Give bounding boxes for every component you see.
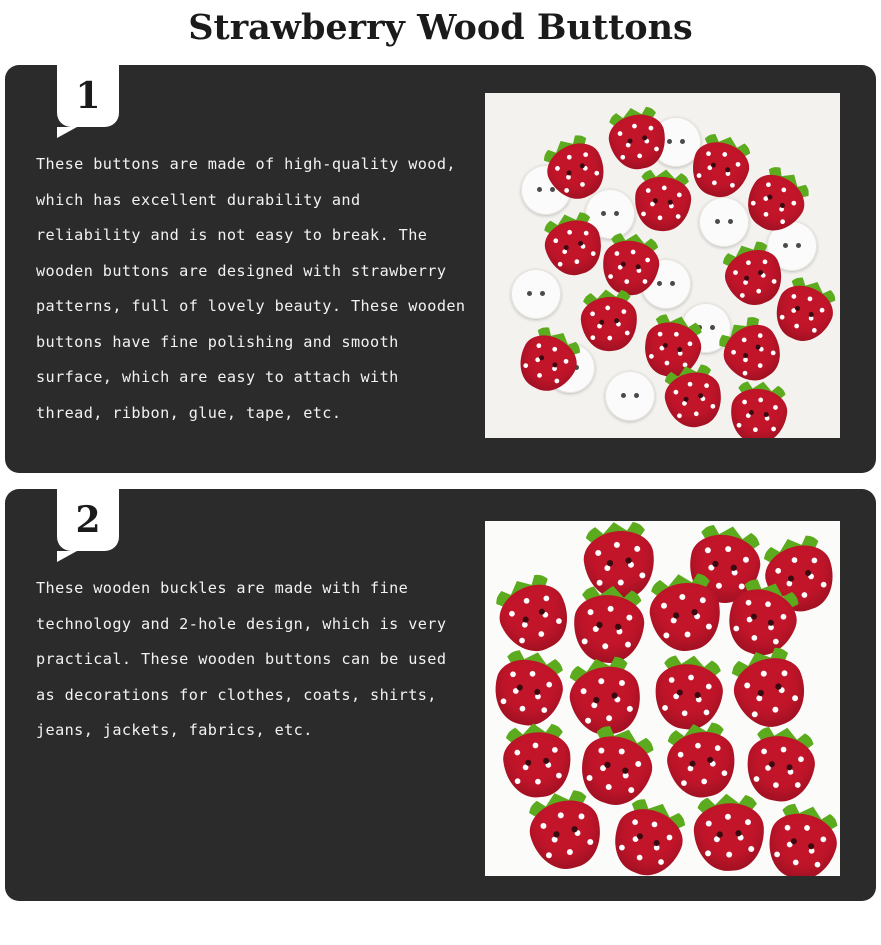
buttons-pile-illustration [485,93,840,438]
panel-2-product-image [485,521,840,876]
feature-panel-2 [5,489,876,901]
strawberry-button-red [644,568,726,656]
page-title: Strawberry Wood Buttons [188,7,693,48]
strawberry-button-red [658,359,727,433]
strawberry-button-red [500,719,575,800]
strawberry-button-red [486,566,579,662]
strawberry-button-red [727,377,791,438]
panel-1-product-image [485,93,840,438]
strawberry-button-red [691,791,766,873]
strawberry-button-red [570,582,648,666]
panel-1-number-badge: 1 [57,65,119,127]
strawberry-button-red [632,166,694,234]
strawberry-button-red [578,286,640,354]
wood-button-white [605,371,655,421]
strawberry-button-red [603,102,671,174]
panel-2-number-badge: 2 [57,489,119,551]
strawberry-button-red [660,717,741,804]
panel-1-text-column [5,65,485,473]
strawberry-button-red [723,640,815,737]
panel-2-text-column [5,489,485,901]
buttons-grid-illustration [485,521,840,876]
strawberry-button-red [487,644,570,732]
panel-1-description: These buttons are made of high-quality wood, which has excellent durability and reliability and is not easy to break. The wooden buttons are designed with strawberry patterns, full of lovely beauty. These wooden buttons have fine polishing and smooth surface, which are easy to attach with thread, ribbon, glue, tape, etc. [36,155,476,422]
feature-panel-1 [5,65,876,473]
strawberry-button-red [760,797,840,876]
panel-2-description: These wooden buckles are made with fine technology and 2-hole design, which is very practical. These wooden buttons can be used as decorations for clothes, coats, shirts, jeans, jackets, fabrics, etc. [36,579,456,739]
